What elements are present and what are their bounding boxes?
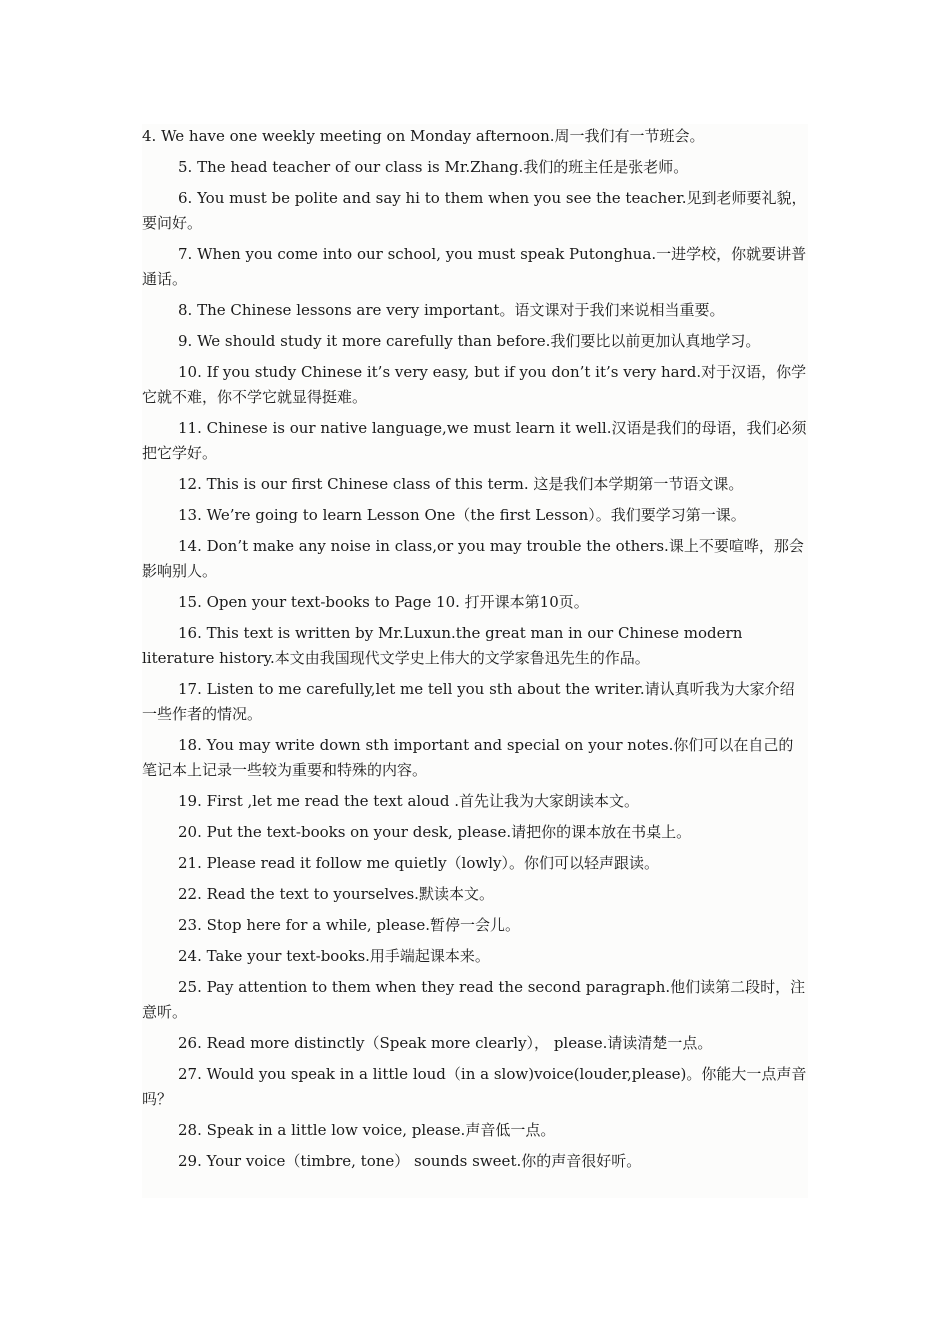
list-item: 12. This is our first Chinese class of this term. 这是我们本学期第一节语文课。 (178, 475, 744, 493)
list-item: 28. Speak in a little low voice, please.声音低一点。 (178, 1121, 556, 1139)
list-item: 7. When you come into our school, you must speak Putonghua.一进学校，你就要讲普通话。 (142, 245, 807, 288)
list-item: 5. The head teacher of our class is Mr.Zhang.我们的班主任是张老师。 (178, 158, 689, 176)
list-item: 20. Put the text-books on your desk, please.请把你的课本放在书桌上。 (178, 823, 692, 841)
list-item: 23. Stop here for a while, please.暂停一会儿。 (178, 916, 520, 934)
list-item: 9. We should study it more carefully than before.我们要比以前更加认真地学习。 (178, 332, 761, 350)
list-item: 26. Read more distinctly（Speak more clearly）， please.请读清楚一点。 (178, 1034, 713, 1052)
list-item: 18. You may write down sth important and special on your notes.你们可以在自己的笔记本上记录一些较为重要和特殊的内容。 (142, 736, 794, 779)
list-item: 16. This text is written by Mr.Luxun.the great man in our Chinese modern literature history.本文由我国现代文学史上伟大的文学家鲁迅先生的作品。 (142, 624, 743, 667)
list-item: 4. We have one weekly meeting on Monday afternoon.周一我们有一节班会。 (142, 127, 705, 145)
list-item: 19. First ,let me read the text aloud .首先让我为大家朗读本文。 (178, 792, 640, 810)
list-item: 6. You must be polite and say hi to them when you see the teacher.见到老师要礼貌，要问好。 (142, 189, 807, 232)
list-item: 15. Open your text-books to Page 10. 打开课本第10页。 (178, 593, 589, 611)
list-item: 8. The Chinese lessons are very important。语文课对于我们来说相当重要。 (178, 301, 725, 319)
list-item: 11. Chinese is our native language,we must learn it well.汉语是我们的母语，我们必须把它学好。 (142, 419, 807, 462)
list-item: 13. We’re going to learn Lesson One（the first Lesson）。我们要学习第一课。 (178, 506, 746, 524)
list-item: 21. Please read it follow me quietly（lowly）。你们可以轻声跟读。 (178, 854, 659, 872)
document-page (142, 124, 808, 1198)
list-item: 24. Take your text-books.用手端起课本来。 (178, 947, 490, 965)
list-item: 22. Read the text to yourselves.默读本文。 (178, 885, 494, 903)
list-item: 14. Don’t make any noise in class,or you may trouble the others.课上不要喧哗，那会影响别人。 (142, 537, 804, 580)
list-item: 25. Pay attention to them when they read the second paragraph.他们读第二段时，注意听。 (142, 978, 806, 1021)
list-item: 10. If you study Chinese it’s very easy, but if you don’t it’s very hard.对于汉语，你学它就不难，你不学它就显得挺难。 (142, 363, 807, 406)
list-item: 27. Would you speak in a little loud（in a slow)voice(louder,please)。你能大一点声音吗？ (142, 1065, 807, 1108)
list-item: 17. Listen to me carefully,let me tell you sth about the writer.请认真听我为大家介绍一些作者的情况。 (142, 680, 795, 723)
list-item: 29. Your voice（timbre, tone） sounds sweet.你的声音很好听。 (178, 1152, 642, 1170)
